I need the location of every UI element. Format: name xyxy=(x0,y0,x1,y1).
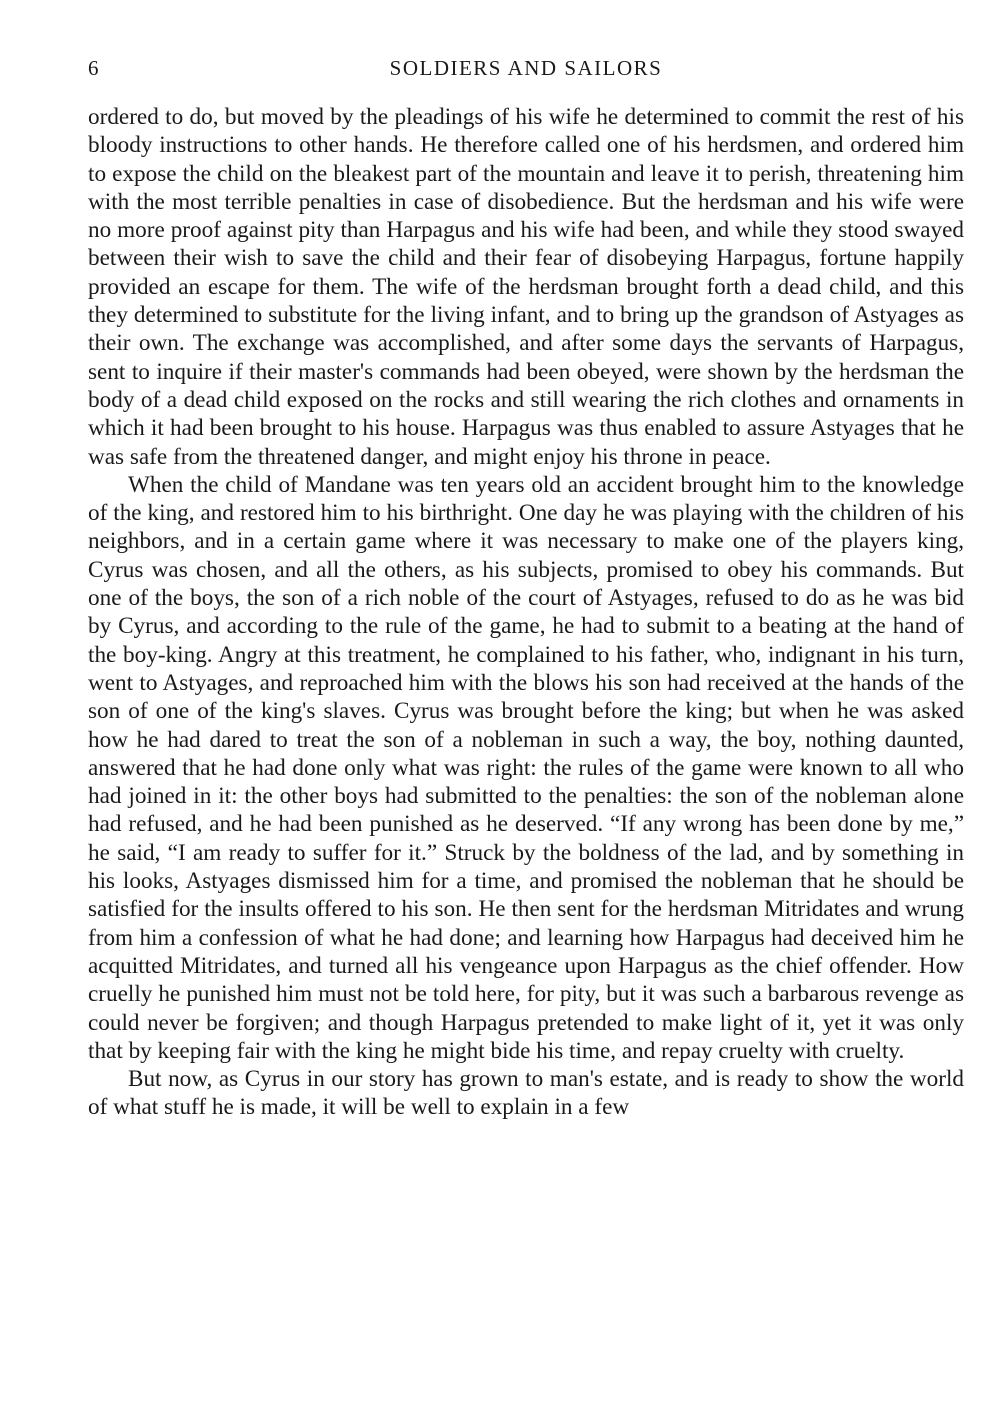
paragraph-2: When the child of Mandane was ten years old an accident brought him to the knowledge of the king, and restored him to his birthright. One day he was playing with the children of his neighbors, and in a certain game where it was necessary to make one of the players king, Cyrus was chosen, and all the others, as his subjects, promised to obey his commands. But one of the boys, the son of a rich noble of the court of Astyages, refused to do as he was bid by Cyrus, and according to the rule of the game, he had to submit to a beating at the hand of the boy-king. Angry at this treatment, he complained to his father, who, indignant in his turn, went to Astyages, and reproached him with the blows his son had received at the hands of the son of one of the king's slaves. Cyrus was brought before the king; but when he was asked how he had dared to treat the son of a nobleman in such a way, the boy, nothing daunted, answered that he had done only what was right: the rules of the game were known to all who had joined in it: the other boys had submitted to the penalties: the son of the nobleman alone had refused, and he had been punished as he deserved. “If any wrong has been done by me,” he said, “I am ready to suffer for it.” Struck by the boldness of the lad, and by something in his looks, Astyages dismissed him for a time, and promised the nobleman that he should be satisfied for the insults offered to his son. He then sent for the herdsman Mitridates and wrung from him a confession of what he had done; and learning how Harpagus had deceived him he acquitted Mitridates, and turned all his vengeance upon Harpagus as the chief offender. How cruelly he punished him must not be told here, for pity, but it was such a barbarous revenge as could never be forgiven; and though Harpagus pretended to make light of it, yet it was only that by keeping fair with the king he might bide his time, and repay cruelty with cruelty. xyxy=(88,471,964,1064)
running-head xyxy=(88,56,964,86)
paragraph-3: But now, as Cyrus in our story has grown to man's estate, and is ready to show the world of what stuff he is made, it will be well to explain in a few xyxy=(88,1066,964,1121)
body-text xyxy=(88,103,964,1122)
running-title: SOLDIERS AND SAILORS xyxy=(389,56,663,80)
paragraph-1: ordered to do, but moved by the pleadings of his wife he determined to commit the rest of his bloody instructions to other hands. He therefore called one of his herdsmen, and ordered him to expose the child on the bleakest part of the mountain and leave it to perish, threatening him with the most terrible penalties in case of disobedience. But the herdsman and his wife were no more proof against pity than Harpagus and his wife had been, and while they stood swayed between their wish to save the child and their fear of disobeying Harpagus, fortune happily provided an escape for them. The wife of the herdsman brought forth a dead child, and this they determined to substitute for the living infant, and to bring up the grandson of Astyages as their own. The exchange was accomplished, and after some days the servants of Harpagus, sent to inquire if their master's commands had been obeyed, were shown by the herdsman the body of a dead child exposed on the rocks and still wearing the rich clothes and ornaments in which it had been brought to his house. Harpagus was thus enabled to assure Astyages that he was safe from the threatened danger, and might enjoy his throne in peace. xyxy=(88,104,964,470)
page-number: 6 xyxy=(88,56,99,80)
